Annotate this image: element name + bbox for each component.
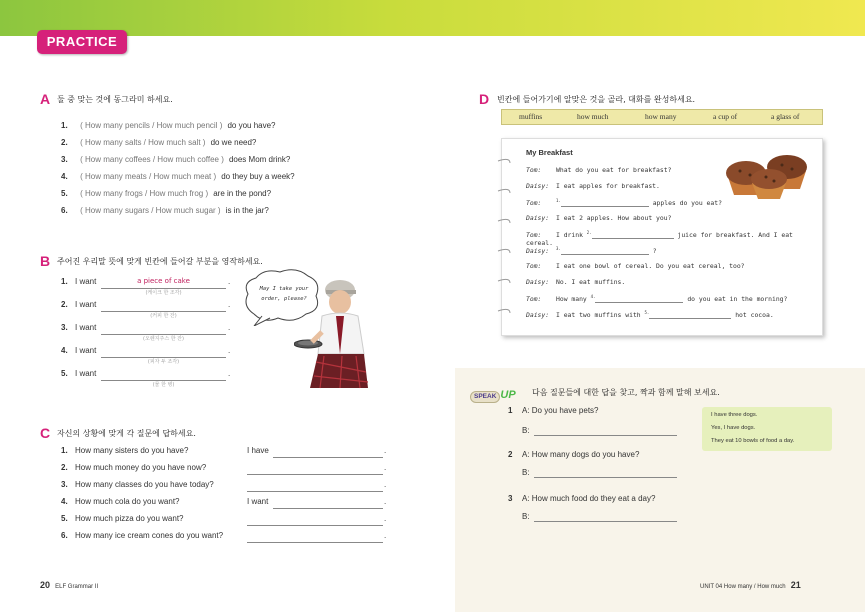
item-number: 1 (508, 406, 513, 415)
question-text: do you have? (227, 121, 276, 130)
page-number: 20 (40, 580, 51, 590)
question-text: How many classes do you have today? (75, 480, 214, 489)
period: . (384, 497, 387, 506)
muffins-illustration (720, 149, 816, 199)
word-bank-item: a glass of (771, 112, 800, 121)
speaker-label: Tom: (526, 295, 542, 304)
dialog-text: juice for breakfast. And I eat cereal. (526, 231, 793, 248)
speaker-label: Daisy: (526, 247, 550, 256)
item-number: 4. (61, 497, 68, 506)
hint-text: (케이크 한 조각) (145, 290, 182, 296)
section-c-list (61, 446, 391, 548)
footer-left (40, 573, 98, 592)
item-number: 2. (61, 300, 68, 309)
item-text: I want (75, 300, 97, 309)
answer-blank[interactable] (247, 531, 383, 543)
unit-title: UNIT 04 How many / How much (700, 584, 786, 590)
item-text: I want (75, 277, 97, 286)
item-number: 4. (61, 346, 68, 355)
list-item (508, 450, 698, 494)
header-bar (0, 0, 865, 36)
period: . (228, 323, 231, 332)
dialog-text: How many (556, 295, 587, 304)
period: . (384, 531, 387, 540)
speaker-label: Daisy: (526, 214, 550, 222)
answer-blank[interactable] (273, 446, 383, 458)
dialog-line (526, 166, 671, 174)
up-label: UP (500, 389, 516, 401)
item-number: 5. (61, 514, 68, 523)
question-text: How many sisters do you have? (75, 446, 189, 455)
item-number: 2. (61, 138, 68, 147)
answer-blank[interactable] (595, 294, 683, 303)
blank-number: 2. (586, 230, 592, 235)
book-title: ELF Grammar II (55, 584, 99, 590)
choice-text[interactable]: ( How many pencils / How much pencil ) (80, 121, 223, 130)
speaker-label: Daisy: (526, 182, 550, 190)
answer-blank[interactable] (561, 246, 649, 255)
question-text: A: How much food do they eat a day? (522, 494, 656, 503)
word-bank-item: how many (645, 112, 677, 121)
list-item (508, 494, 698, 538)
dialog-line (526, 294, 787, 303)
question-text: How many ice cream cones do you want? (75, 531, 224, 540)
dialog-text: hot cocoa. (735, 311, 774, 320)
item-number: 6. (61, 531, 68, 540)
list-item (61, 480, 391, 497)
section-b-instruction: 주어진 우리말 뜻에 맞게 빈칸에 들어갈 부분을 영작하세요. (57, 257, 263, 266)
answer-blank[interactable] (101, 323, 226, 335)
answer-choices-box (702, 407, 832, 451)
list-item (61, 346, 241, 369)
binder-rings (496, 157, 514, 317)
item-number: 2 (508, 450, 513, 459)
item-number: 3 (508, 494, 513, 503)
list-item (61, 514, 391, 531)
answer-prefix: I have (247, 446, 269, 455)
question-text: A: How many dogs do you have? (522, 450, 640, 459)
answer-blank[interactable] (247, 480, 383, 492)
choice-text[interactable]: ( How many frogs / How much frog ) (80, 189, 209, 198)
speakup-badge (470, 383, 522, 401)
section-d-letter: D (479, 91, 490, 107)
item-number: 2. (61, 463, 68, 472)
answer-label: B: (522, 512, 530, 521)
answer-text: a piece of cake (137, 277, 190, 285)
answer-blank[interactable] (101, 346, 226, 358)
period: . (384, 514, 387, 523)
choice-text[interactable]: ( How many meats / How much meat ) (80, 172, 217, 181)
speak-label: SPEAK (470, 391, 500, 403)
item-text: I want (75, 346, 97, 355)
list-item (61, 164, 391, 181)
speaker-label: Tom: (526, 166, 542, 174)
dialog-card (501, 138, 823, 336)
word-bank-item: how much (577, 112, 609, 121)
section-c-instruction: 자신의 상황에 맞게 각 질문에 답하세요. (57, 429, 196, 438)
choice-text[interactable]: ( How many sugars / How much sugar ) (80, 206, 221, 215)
speaker-label: Daisy: (526, 278, 550, 286)
dialog-text: I eat apples for breakfast. (556, 182, 660, 190)
dialog-text: ? (652, 247, 657, 256)
question-text: A: Do you have pets? (522, 406, 599, 415)
period: . (384, 480, 387, 489)
hint-text: (오렌지주스 한 잔) (143, 336, 184, 342)
dialog-line (526, 230, 822, 247)
answer-label: B: (522, 426, 530, 435)
list-item (61, 277, 241, 300)
section-b-letter: B (40, 253, 51, 269)
period: . (228, 300, 231, 309)
dialog-text: do you eat in the morning? (687, 295, 788, 304)
answer-label: B: (522, 468, 530, 477)
section-a-letter: A (40, 91, 51, 107)
section-a-instruction: 둘 중 맞는 것에 동그라미 하세요. (57, 95, 173, 104)
item-number: 5. (61, 189, 68, 198)
list-item (61, 463, 391, 480)
item-number: 1. (61, 121, 68, 130)
dialog-line (526, 310, 774, 319)
period: . (228, 369, 231, 378)
question-text: are in the pond? (213, 189, 272, 198)
item-number: 6. (61, 206, 68, 215)
answer-blank[interactable] (649, 310, 731, 319)
question-text: do we need? (210, 138, 257, 147)
speaker-label: Daisy: (526, 311, 550, 320)
word-bank-item: a cup of (713, 112, 738, 121)
speakup-list (508, 406, 698, 538)
list-item (61, 130, 391, 147)
list-item (508, 406, 698, 450)
dialog-line (526, 246, 657, 255)
period: . (228, 346, 231, 355)
choice-text[interactable]: ( How many salts / How much salt ) (80, 138, 206, 147)
item-number: 3. (61, 480, 68, 489)
list-item (61, 147, 391, 164)
footer-right (700, 573, 801, 592)
item-text: I want (75, 323, 97, 332)
answer-choice: I have three dogs. (711, 412, 758, 418)
question-text: do they buy a week? (221, 172, 295, 181)
word-bank-item: muffins (519, 112, 543, 121)
answer-blank[interactable] (534, 510, 677, 522)
question-text: How much money do you have now? (75, 463, 207, 472)
question-text: is in the jar? (225, 206, 269, 215)
dialog-line (526, 262, 745, 270)
choice-text[interactable]: ( How many coffees / How much coffee ) (80, 155, 224, 164)
dialog-text: apples do you eat? (652, 199, 722, 208)
list-item (61, 323, 241, 346)
item-number: 5. (61, 369, 68, 378)
answer-prefix: I want (247, 497, 269, 506)
answer-blank[interactable] (101, 300, 226, 312)
dialog-line (526, 214, 671, 222)
card-title: My Breakfast (526, 148, 573, 157)
answer-blank[interactable] (534, 424, 677, 436)
dialog-line (526, 278, 625, 286)
answer-blank[interactable] (101, 369, 226, 381)
list-item (61, 181, 391, 198)
question-text: How much cola do you want? (75, 497, 180, 506)
blank-number: 4. (590, 294, 596, 299)
blank-number: 5. (644, 310, 650, 315)
word-bank (501, 109, 823, 125)
section-d-instruction: 빈칸에 들어가기에 알맞은 것을 골라, 대화를 완성하세요. (497, 95, 696, 104)
list-item (61, 113, 391, 130)
item-number: 3. (61, 155, 68, 164)
answer-blank[interactable] (101, 277, 226, 289)
item-text: I want (75, 369, 97, 378)
list-item (61, 497, 391, 514)
item-number: 4. (61, 172, 68, 181)
answer-blank[interactable] (247, 463, 383, 475)
dialog-text: No. I eat muffins. (556, 278, 626, 286)
speaker-label: Tom: (526, 199, 542, 208)
waiter-illustration (294, 272, 374, 390)
section-a-list (61, 113, 391, 215)
item-number: 3. (61, 323, 68, 332)
list-item (61, 446, 391, 463)
speakup-instruction: 다음 질문들에 대한 답을 찾고, 짝과 함께 말해 보세요. (532, 388, 720, 397)
item-number: 1. (61, 446, 68, 455)
period: . (228, 277, 231, 286)
speech-bubble-text: May I take your order, please? (259, 286, 309, 302)
blank-number: 1. (556, 198, 561, 203)
answer-blank[interactable] (534, 466, 677, 478)
practice-badge: PRACTICE (37, 30, 127, 54)
list-item (61, 300, 241, 323)
dialog-text: I drink (556, 231, 583, 240)
answer-blank[interactable] (561, 198, 649, 207)
section-c-letter: C (40, 425, 51, 441)
dialog-text: I eat two muffins with (556, 311, 641, 320)
hint-text: (물 한 병) (152, 382, 175, 388)
period: . (384, 446, 387, 455)
item-number: 1. (61, 277, 68, 286)
dialog-text: What do you eat for breakfast? (556, 166, 672, 174)
hint-text: (커피 한 잔) (150, 313, 177, 319)
answer-blank[interactable] (592, 230, 674, 239)
answer-choice: They eat 10 bowls of food a day. (711, 438, 795, 444)
question-text: does Mom drink? (228, 155, 291, 164)
dialog-text: I eat 2 apples. How about you? (556, 214, 672, 222)
page-number: 21 (790, 580, 801, 590)
speaker-label: Tom: (526, 262, 542, 270)
answer-blank[interactable] (247, 514, 383, 526)
dialog-text: I eat one bowl of cereal. Do you eat cereal, too? (556, 262, 745, 270)
question-text: How much pizza do you want? (75, 514, 184, 523)
blank-number: 3. (556, 246, 561, 251)
answer-choice: Yes, I have dogs. (711, 425, 756, 431)
answer-blank[interactable] (273, 497, 383, 509)
list-item (61, 531, 391, 548)
period: . (384, 463, 387, 472)
speaker-label: Tom: (526, 231, 542, 240)
section-b-list (61, 277, 241, 392)
dialog-line (526, 198, 722, 207)
hint-text: (피자 두 조각) (147, 359, 180, 365)
list-item (61, 369, 241, 392)
list-item (61, 198, 391, 215)
dialog-line (526, 182, 660, 190)
